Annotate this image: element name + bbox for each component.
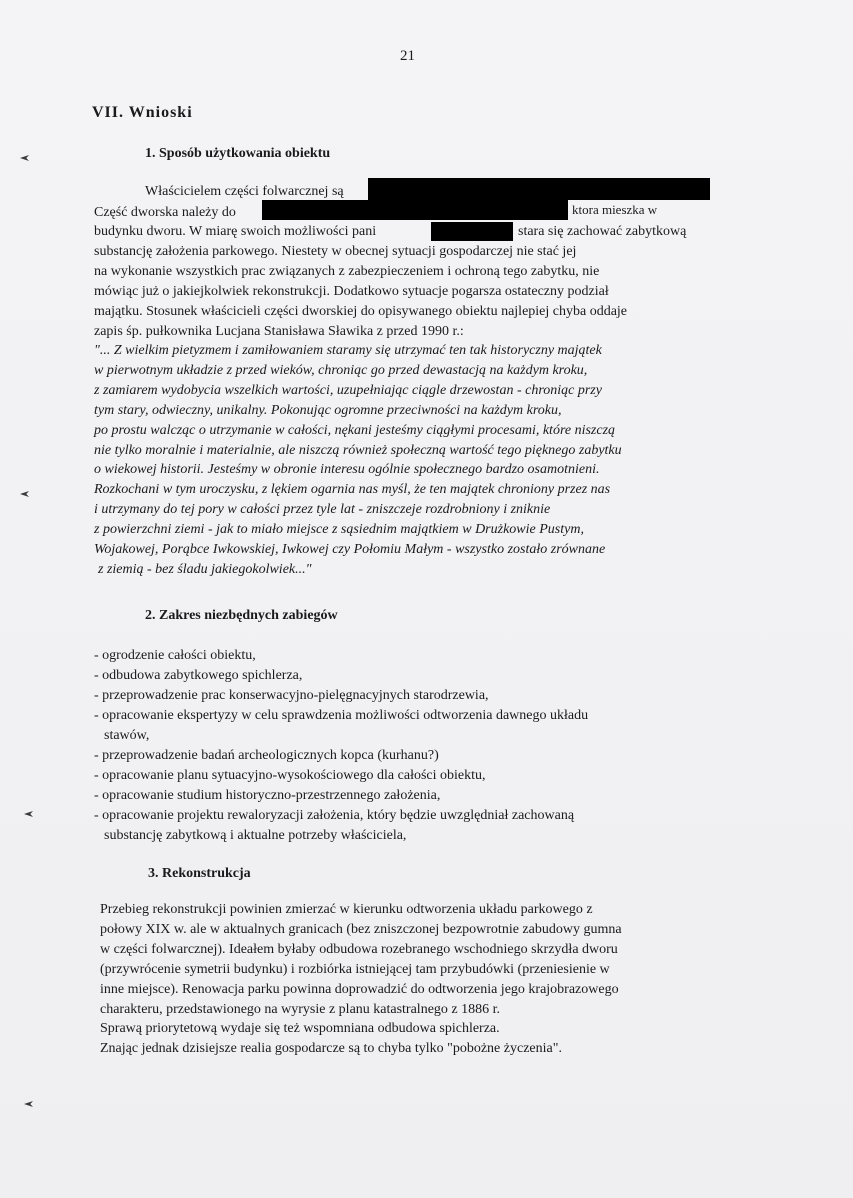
list-item: - przeprowadzenie prac konserwacyjno-pielęgnacyjnych starodrzewia, [94, 688, 489, 703]
quote-line: tym stary, odwieczny, unikalny. Pokonując ogromne przeciwności na każdym kroku, [94, 403, 562, 418]
quote-line: z powierzchni ziemi - jak to miało miejsce z sąsiednim majątkiem w Drużkowie Pustym, [94, 522, 584, 537]
text-line: majątku. Stosunek właścicieli części dworskiej do opisywanego obiektu najlepiej chyba oddaje [94, 304, 628, 319]
list-item: stawów, [104, 728, 150, 743]
text-line: substancję założenia parkowego. Niestety w obecnej sytuacji gospodarczej nie stać jej [94, 244, 577, 259]
section-title: 1. Sposób użytkowania obiektu [145, 146, 331, 161]
punch-hole-mark [20, 152, 30, 160]
quote-line: po prostu walcząc o utrzymanie w całości, nękani jesteśmy ciągłymi procesami, które niszczą [94, 423, 616, 438]
text-line: charakteru, przedstawionego na wyrysie z planu katastralnego z 1886 r. [100, 1002, 501, 1017]
quote-line: "... Z wielkim pietyzmem i zamiłowaniem staramy się utrzymać ten tak historyczny majątek [94, 343, 602, 358]
section-title: 3. Rekonstrukcja [148, 866, 251, 881]
section-title: 2. Zakres niezbędnych zabiegów [145, 608, 338, 623]
text-line: Znając jednak dzisiejsze realia gospodarcze są to chyba tylko "pobożne życzenia". [100, 1041, 562, 1056]
quote-line: w pierwotnym układzie z przed wieków, chroniąc go przed dewastacją na każdym kroku, [94, 363, 588, 378]
text-line: zapis śp. pułkownika Lucjana Stanisława Sławika z przed 1990 r.: [94, 324, 464, 339]
list-item: - opracowanie studium historyczno-przestrzennego założenia, [94, 788, 441, 803]
redaction-bar [431, 222, 513, 241]
text-line: połowy XIX w. ale w aktualnych granicach (bez zniszczonej bezpowrotnie zabudowy gumna [100, 922, 622, 937]
text-line: w części folwarcznej). Ideałem byłaby odbudowa rozebranego wschodniego skrzydła dworu [100, 942, 618, 957]
text-line: Sprawą priorytetową wydaje się też wspomniana odbudowa spichlerza. [100, 1021, 500, 1036]
text-line: stara się zachować zabytkową [518, 224, 687, 239]
list-item: substancję zabytkową i aktualne potrzeby właściciela, [104, 828, 407, 843]
redaction-bar [262, 200, 568, 220]
text-line: budynku dworu. W miarę swoich możliwości pani [94, 224, 377, 239]
punch-hole-mark [20, 488, 30, 496]
text-line: Właścicielem części folwarcznej są [145, 184, 344, 199]
chapter-heading: VII. Wnioski [92, 104, 193, 121]
list-item: - odbudowa zabytkowego spichlerza, [94, 668, 303, 683]
text-line: ktora mieszka w [572, 202, 658, 217]
list-item: - opracowanie ekspertyzy w celu sprawdzenia możliwości odtworzenia dawnego układu [94, 708, 589, 723]
redaction-bar [368, 178, 710, 200]
text-line: (przywrócenie symetrii budynku) i rozbiórka istniejącej tam przybudówki (przeniesienie w [100, 962, 610, 977]
quote-line: nie tylko moralnie i materialnie, ale niszczą również społeczną wartość tego pięknego zabytku [94, 443, 622, 458]
list-item: - ogrodzenie całości obiektu, [94, 648, 256, 663]
text-line: inne miejsce). Renowacja parku powinna doprowadzić do odtworzenia jego krajobrazowego [100, 982, 619, 997]
quote-line: z zamiarem wydobycia wszelkich wartości, uzupełniając ciągle drzewostan - chroniąc przy [94, 383, 602, 398]
quote-line: i utrzymany do tej pory w całości przez tyle lat - zniszczeje rozdrobniony i zniknie [94, 502, 551, 517]
quote-line: Wojakowej, Porąbce Iwkowskiej, Iwkowej czy Połomiu Małym - wszystko zostało zrównane [94, 542, 606, 557]
list-item: - przeprowadzenie badań archeologicznych kopca (kurhanu?) [94, 748, 439, 763]
page-number: 21 [400, 48, 415, 64]
punch-hole-mark [24, 1098, 34, 1106]
list-item: - opracowanie planu sytuacyjno-wysokościowego dla całości obiektu, [94, 768, 486, 783]
list-item: - opracowanie projektu rewaloryzacji założenia, który będzie uwzględniał zachowaną [94, 808, 575, 823]
text-line: Część dworska należy do [94, 205, 236, 220]
punch-hole-mark [24, 808, 34, 816]
quote-line: Rozkochani w tym uroczysku, z lękiem ogarnia nas myśl, że ten majątek chroniony przez nas [94, 482, 611, 497]
text-line: na wykonanie wszystkich prac związanych z zabezpieczeniem i ochroną tego zabytku, nie [94, 264, 600, 279]
quote-line: z ziemią - bez śladu jakiegokolwiek..." [98, 562, 312, 577]
quote-line: o wiekowej historii. Jesteśmy w obronie interesu ogólnie społecznego bardzo osamotnieni. [94, 462, 600, 477]
text-line: Przebieg rekonstrukcji powinien zmierzać w kierunku odtworzenia układu parkowego z [100, 902, 593, 917]
text-line: mówiąc już o jakiejkolwiek rekonstrukcji. Dodatkowo sytuacje pogarsza ostateczny podział [94, 284, 609, 299]
